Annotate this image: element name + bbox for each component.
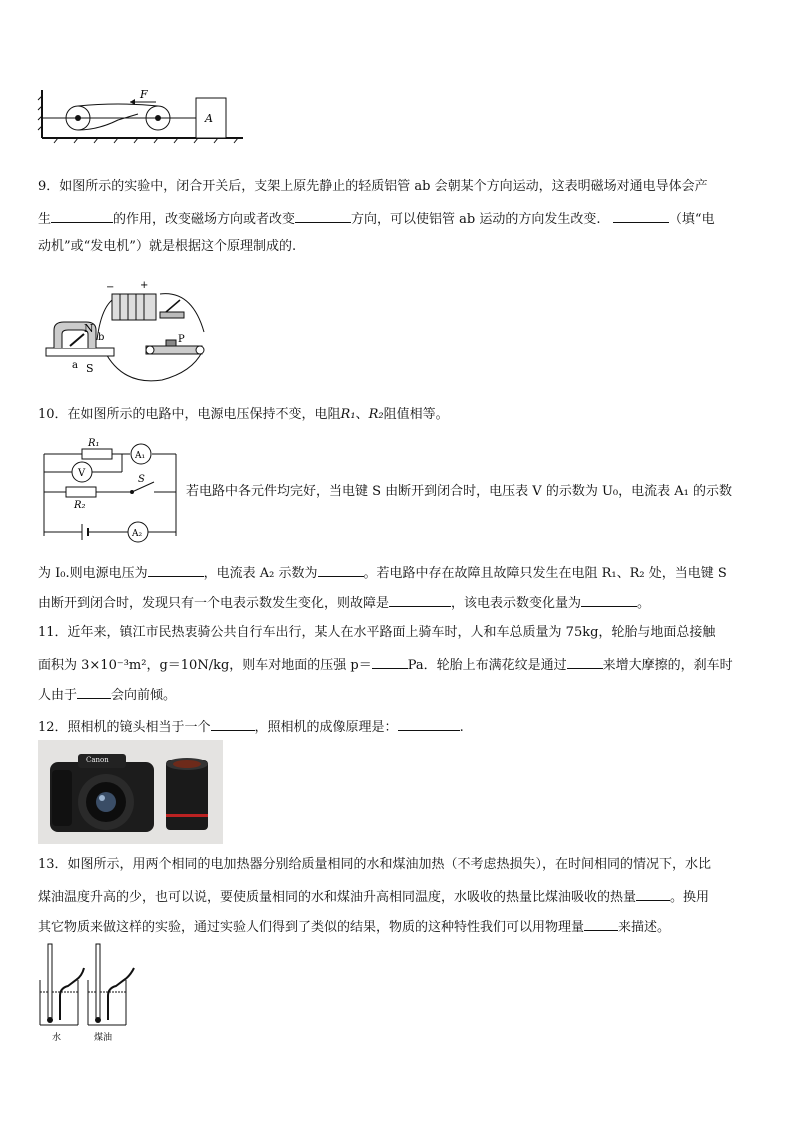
q9-text: 方向，可以使铝管 ab 运动的方向发生改变.: [351, 212, 601, 227]
voltmeter-label: V: [78, 468, 86, 479]
a2-meter-label: A₂: [132, 529, 143, 539]
q10-text: 10．在如图所示的电路中，电源电压保持不变，电阻: [38, 407, 341, 422]
q10-line-1: [38, 406, 449, 424]
q9-line-3: 动机”或“发电机”）就是根据这个原理制成的.: [38, 239, 297, 254]
q12-text: 12．照相机的镜头相当于一个: [38, 720, 211, 735]
q10-text: 。若电路中存在故障且故障只发生在电阻 R₁、R₂ 处，当电键 S: [363, 566, 727, 581]
q12-line-1: [38, 716, 464, 737]
q10-line-4: [38, 592, 650, 613]
heating-beakers-figure: [38, 940, 148, 1045]
s-pole-label: S: [86, 362, 94, 375]
q11-text: 会向前倾。: [111, 688, 177, 703]
water-label: 水: [52, 1033, 62, 1043]
q13-line-1: 13．如图所示，用两个相同的电加热器分别给质量相同的水和煤油加热（不考虑热损失），在时间相同的情况下，水比: [38, 857, 712, 872]
q11-blank-1[interactable]: [372, 654, 408, 669]
q9-blank-1[interactable]: [51, 208, 113, 223]
q10-line-2: 若电路中各元件均完好，当电键 S 由断开到闭合时，电压表 V 的示数为 U₀，电流表 A₁ 的示数: [186, 484, 732, 499]
switch-label: S: [138, 474, 145, 485]
q12-text: ，照相机的成像原理是：: [254, 720, 398, 735]
pulley-diagram: [38, 88, 248, 148]
n-pole-label: N: [84, 322, 94, 335]
q13-line-3: [38, 916, 670, 937]
q13-text: 。换用: [670, 890, 710, 905]
r2-figure-label: R₂: [74, 500, 86, 511]
plus-label: +: [140, 280, 149, 291]
a-label: a: [72, 360, 78, 371]
q13-text: 煤油温度升高的少，也可以说，要使质量相同的水和煤油升高相同温度，水吸收的热量比煤油吸收的热量: [38, 890, 637, 905]
q9-text: 生: [38, 212, 52, 227]
q13-text: 来描述。: [618, 920, 671, 935]
q13-blank-2[interactable]: [584, 916, 618, 931]
camera-photo: [38, 740, 223, 844]
q9-text: （填“电: [668, 212, 715, 227]
r1-label: R₁: [340, 407, 356, 422]
force-label: F: [140, 88, 148, 101]
q11-line-2: [38, 654, 733, 675]
q10-text: ，该电表示数变化量为: [451, 596, 582, 611]
q11-text: 面积为 3×10⁻³m²，g＝10N/kg，则车对地面的压强 p＝: [38, 658, 372, 673]
q10-blank-2[interactable]: [318, 562, 364, 577]
q12-text: .: [459, 720, 464, 735]
q10-text: ，电流表 A₂ 示数为: [203, 566, 318, 581]
q9-line-1: 9．如图所示的实验中，闭合开关后，支架上原先静止的轻质铝管 ab 会朝某个方向运动，这表明磁场对通电导体会产: [38, 179, 708, 194]
circuit-diagram: [42, 440, 182, 540]
q12-blank-2[interactable]: [398, 716, 460, 731]
camera-brand: Canon: [86, 756, 109, 764]
q11-text: Pa．轮胎上布满花纹是通过: [407, 658, 567, 673]
q9-text: 的作用，改变磁场方向或者改变: [113, 212, 296, 227]
q11-text: 来增大摩擦的，刹车时: [602, 658, 733, 673]
q13-line-2: [38, 886, 709, 907]
q10-text: 由断开到闭合时，发现只有一个电表示数发生变化，则故障是: [38, 596, 390, 611]
q12-blank-1[interactable]: [211, 716, 255, 731]
q11-blank-3[interactable]: [77, 684, 111, 699]
q10-blank-1[interactable]: [148, 562, 204, 577]
q13-text: 其它物质来做这样的实验，通过实验人们得到了类似的结果，物质的这种特性我们可以用物理量: [38, 920, 585, 935]
q11-blank-2[interactable]: [567, 654, 603, 669]
q13-blank-1[interactable]: [636, 886, 670, 901]
p-label: P: [178, 334, 185, 345]
r2-label: R₂: [368, 407, 384, 422]
q10-text: 阻值相等。: [383, 407, 449, 422]
q10-text: 为 I₀.则电源电压为: [38, 566, 148, 581]
q11-line-1: 11．近年来，镇江市民热衷骑公共自行车出行，某人在水平路面上骑车时，人和车总质量为 75kg，轮胎与地面总接触: [38, 625, 716, 640]
motor-experiment-figure: [42, 280, 212, 386]
q10-separator: 、: [355, 407, 369, 422]
minus-label: −: [106, 282, 115, 293]
kerosene-label: 煤油: [94, 1033, 113, 1043]
q11-line-3: [38, 684, 176, 705]
q9-line-2: [38, 208, 715, 229]
q10-blank-4[interactable]: [581, 592, 637, 607]
b-label: b: [98, 332, 105, 343]
a1-meter-label: A₁: [135, 451, 146, 461]
q11-text: 人由于: [38, 688, 78, 703]
q10-line-3: [38, 562, 727, 583]
block-label: A: [205, 112, 213, 125]
q10-blank-3[interactable]: [389, 592, 451, 607]
r1-figure-label: R₁: [88, 438, 100, 449]
q10-text: 。: [637, 596, 651, 611]
q9-blank-2[interactable]: [295, 208, 351, 223]
q9-blank-3[interactable]: [613, 208, 669, 223]
